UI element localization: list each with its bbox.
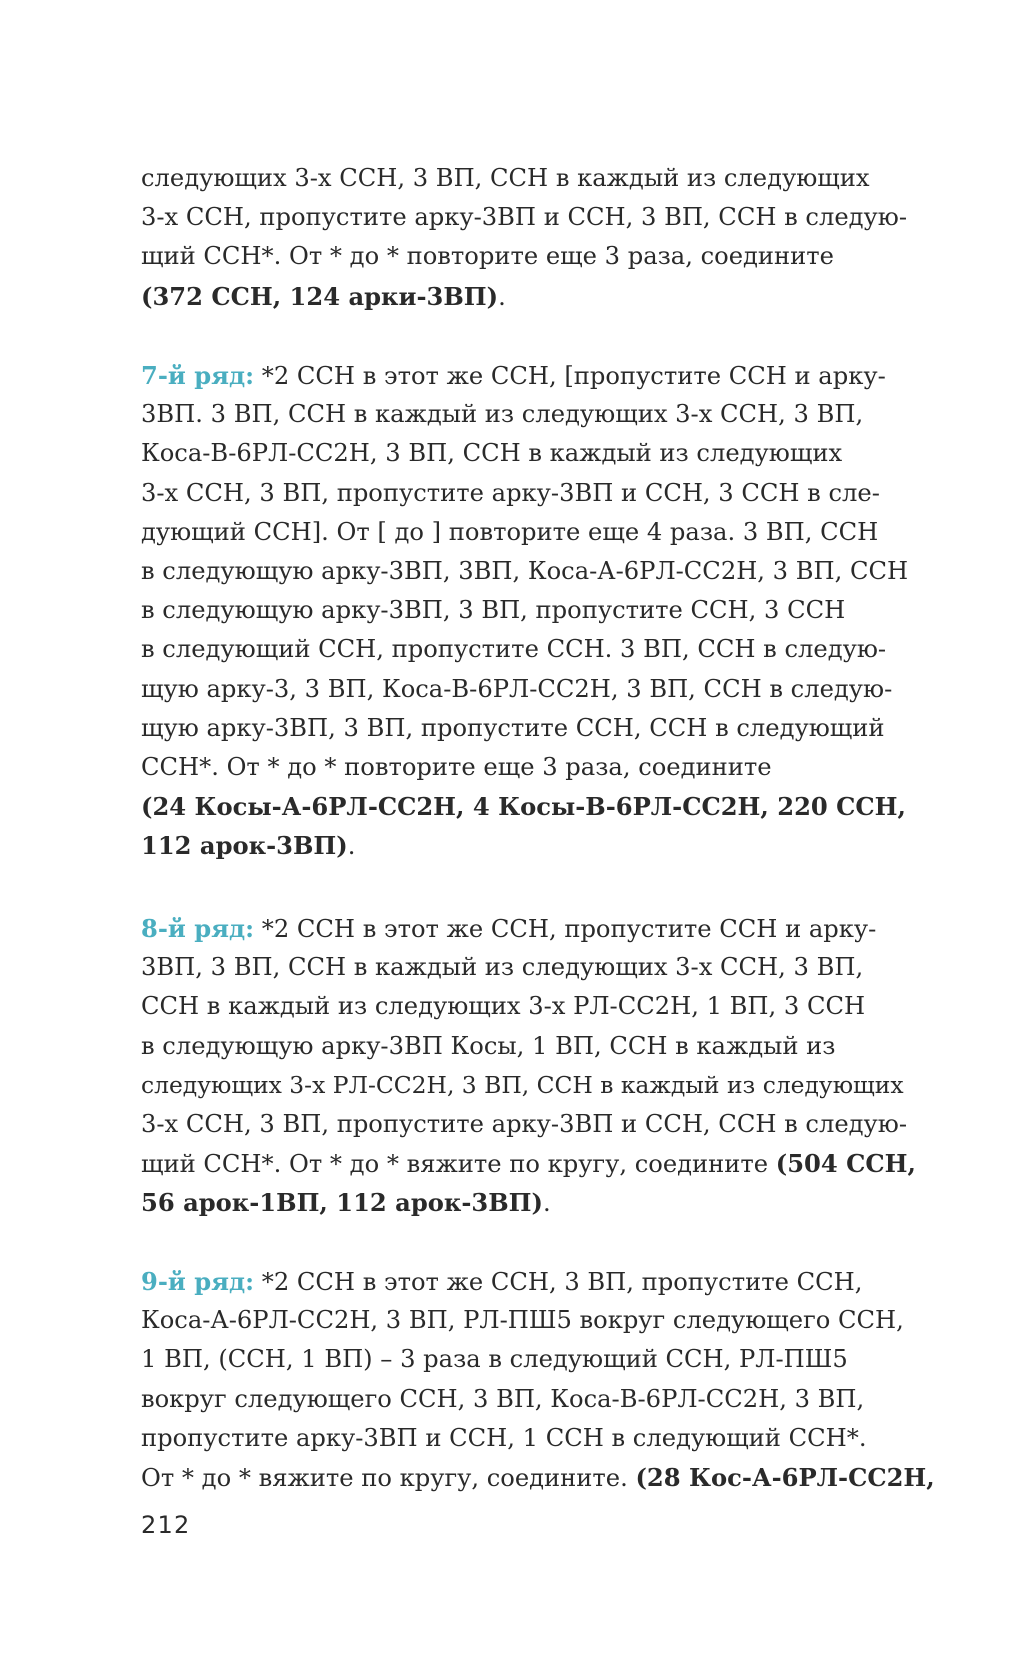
text-line: в следующий ССН, пропустите ССН. 3 ВП, ССН в следую-	[141, 635, 887, 664]
text-line: Коса-В-6РЛ-СС2Н, 3 ВП, ССН в каждый из следующих	[141, 439, 843, 468]
text-line: щий ССН*. От * до * вяжите по кругу, соедините (504 ССН,	[141, 1149, 916, 1179]
text-line: следующих 3-х РЛ-СС2Н, 3 ВП, ССН в каждый из следующих	[141, 1070, 904, 1099]
text-line: Коса-А-6РЛ-СС2Н, 3 ВП, РЛ-ПШ5 вокруг следующего ССН,	[141, 1306, 904, 1335]
stitch-count: (504 ССН,	[775, 1149, 916, 1179]
stitch-count: 56 арок-1ВП, 112 арок-3ВП)	[141, 1188, 543, 1218]
text-line: дующий ССН]. От [ до ] повторите еще 4 раза. 3 ВП, ССН	[141, 517, 879, 546]
text-line: щую арку-3ВП, 3 ВП, пропустите ССН, ССН в следующий	[141, 713, 885, 742]
text-line: в следующую арку-3ВП, 3ВП, Коса-А-6РЛ-СС2Н, 3 ВП, ССН	[141, 556, 909, 585]
text-line: 1 ВП, (ССН, 1 ВП) – 3 раза в следующий ССН, РЛ-ПШ5	[141, 1345, 848, 1374]
text-line: От * до * вяжите по кругу, соедините. (28 Кос-А-6РЛ-СС2Н,	[141, 1462, 935, 1492]
text-line: вокруг следующего ССН, 3 ВП, Коса-В-6РЛ-СС2Н, 3 ВП,	[141, 1384, 865, 1413]
text-line: в следующую арку-3ВП, 3 ВП, пропустите ССН, 3 ССН	[141, 596, 846, 625]
stitch-count: (372 ССН, 124 арки-3ВП)	[141, 281, 499, 311]
text-line: 3-х ССН, 3 ВП, пропустите арку-3ВП и ССН, ССН в следую-	[141, 1109, 907, 1138]
text-line: ССН в каждый из следующих 3-х РЛ-СС2Н, 1 ВП, 3 ССН	[141, 992, 866, 1021]
text-line: следующих 3-х ССН, 3 ВП, ССН в каждый из следующих	[141, 164, 870, 192]
paragraph-row-7	[141, 356, 921, 865]
stitch-count: (24 Косы-А-6РЛ-СС2Н, 4 Косы-В-6РЛ-СС2Н, 220 ССН,	[141, 792, 906, 822]
text-line: 3ВП, 3 ВП, ССН в каждый из следующих 3-х ССН, 3 ВП,	[141, 953, 864, 982]
text-line: щий ССН*. От * до * повторите еще 3 раза, соедините	[141, 242, 834, 271]
text-line: 7-й ряд: *2 ССН в этот же ССН, [пропустите ССН и арку-	[141, 361, 886, 390]
text-line: 3-х ССН, пропустите арку-3ВП и ССН, 3 ВП, ССН в следую-	[141, 203, 907, 232]
page-number: 212	[141, 1511, 191, 1539]
text-line	[141, 787, 921, 826]
text-line: 9-й ряд: *2 ССН в этот же ССН, 3 ВП, пропустите ССН,	[141, 1267, 863, 1296]
text-line: ССН*. От * до * повторите еще 3 раза, соедините	[141, 752, 772, 781]
text-line: 3ВП. 3 ВП, ССН в каждый из следующих 3-х ССН, 3 ВП,	[141, 400, 864, 429]
row-label: 9-й ряд:	[141, 1267, 255, 1296]
paragraph-row-8	[141, 909, 921, 1223]
paragraph-row-9	[141, 1262, 935, 1497]
text-line: 8-й ряд: *2 ССН в этот же ССН, пропустите ССН и арку-	[141, 914, 877, 943]
text-line: (372 ССН, 124 арки-3ВП).	[141, 281, 506, 311]
text-line: 3-х ССН, 3 ВП, пропустите арку-3ВП и ССН, 3 ССН в сле-	[141, 478, 880, 507]
stitch-count: 112 арок-3ВП)	[141, 831, 348, 861]
row-label: 7-й ряд:	[141, 361, 255, 390]
text-line: 56 арок-1ВП, 112 арок-3ВП).	[141, 1188, 551, 1218]
text-line: щую арку-3, 3 ВП, Коса-В-6РЛ-СС2Н, 3 ВП, ССН в следую-	[141, 674, 893, 703]
text-line: 112 арок-3ВП).	[141, 831, 356, 861]
text-line: пропустите арку-3ВП и ССН, 1 ССН в следующий ССН*.	[141, 1423, 867, 1452]
stitch-count: (28 Кос-А-6РЛ-СС2Н,	[635, 1462, 935, 1492]
paragraph-row-6-continuation	[141, 159, 921, 316]
text-line: в следующую арку-3ВП Косы, 1 ВП, ССН в каждый из	[141, 1031, 836, 1060]
row-label: 8-й ряд:	[141, 914, 255, 943]
